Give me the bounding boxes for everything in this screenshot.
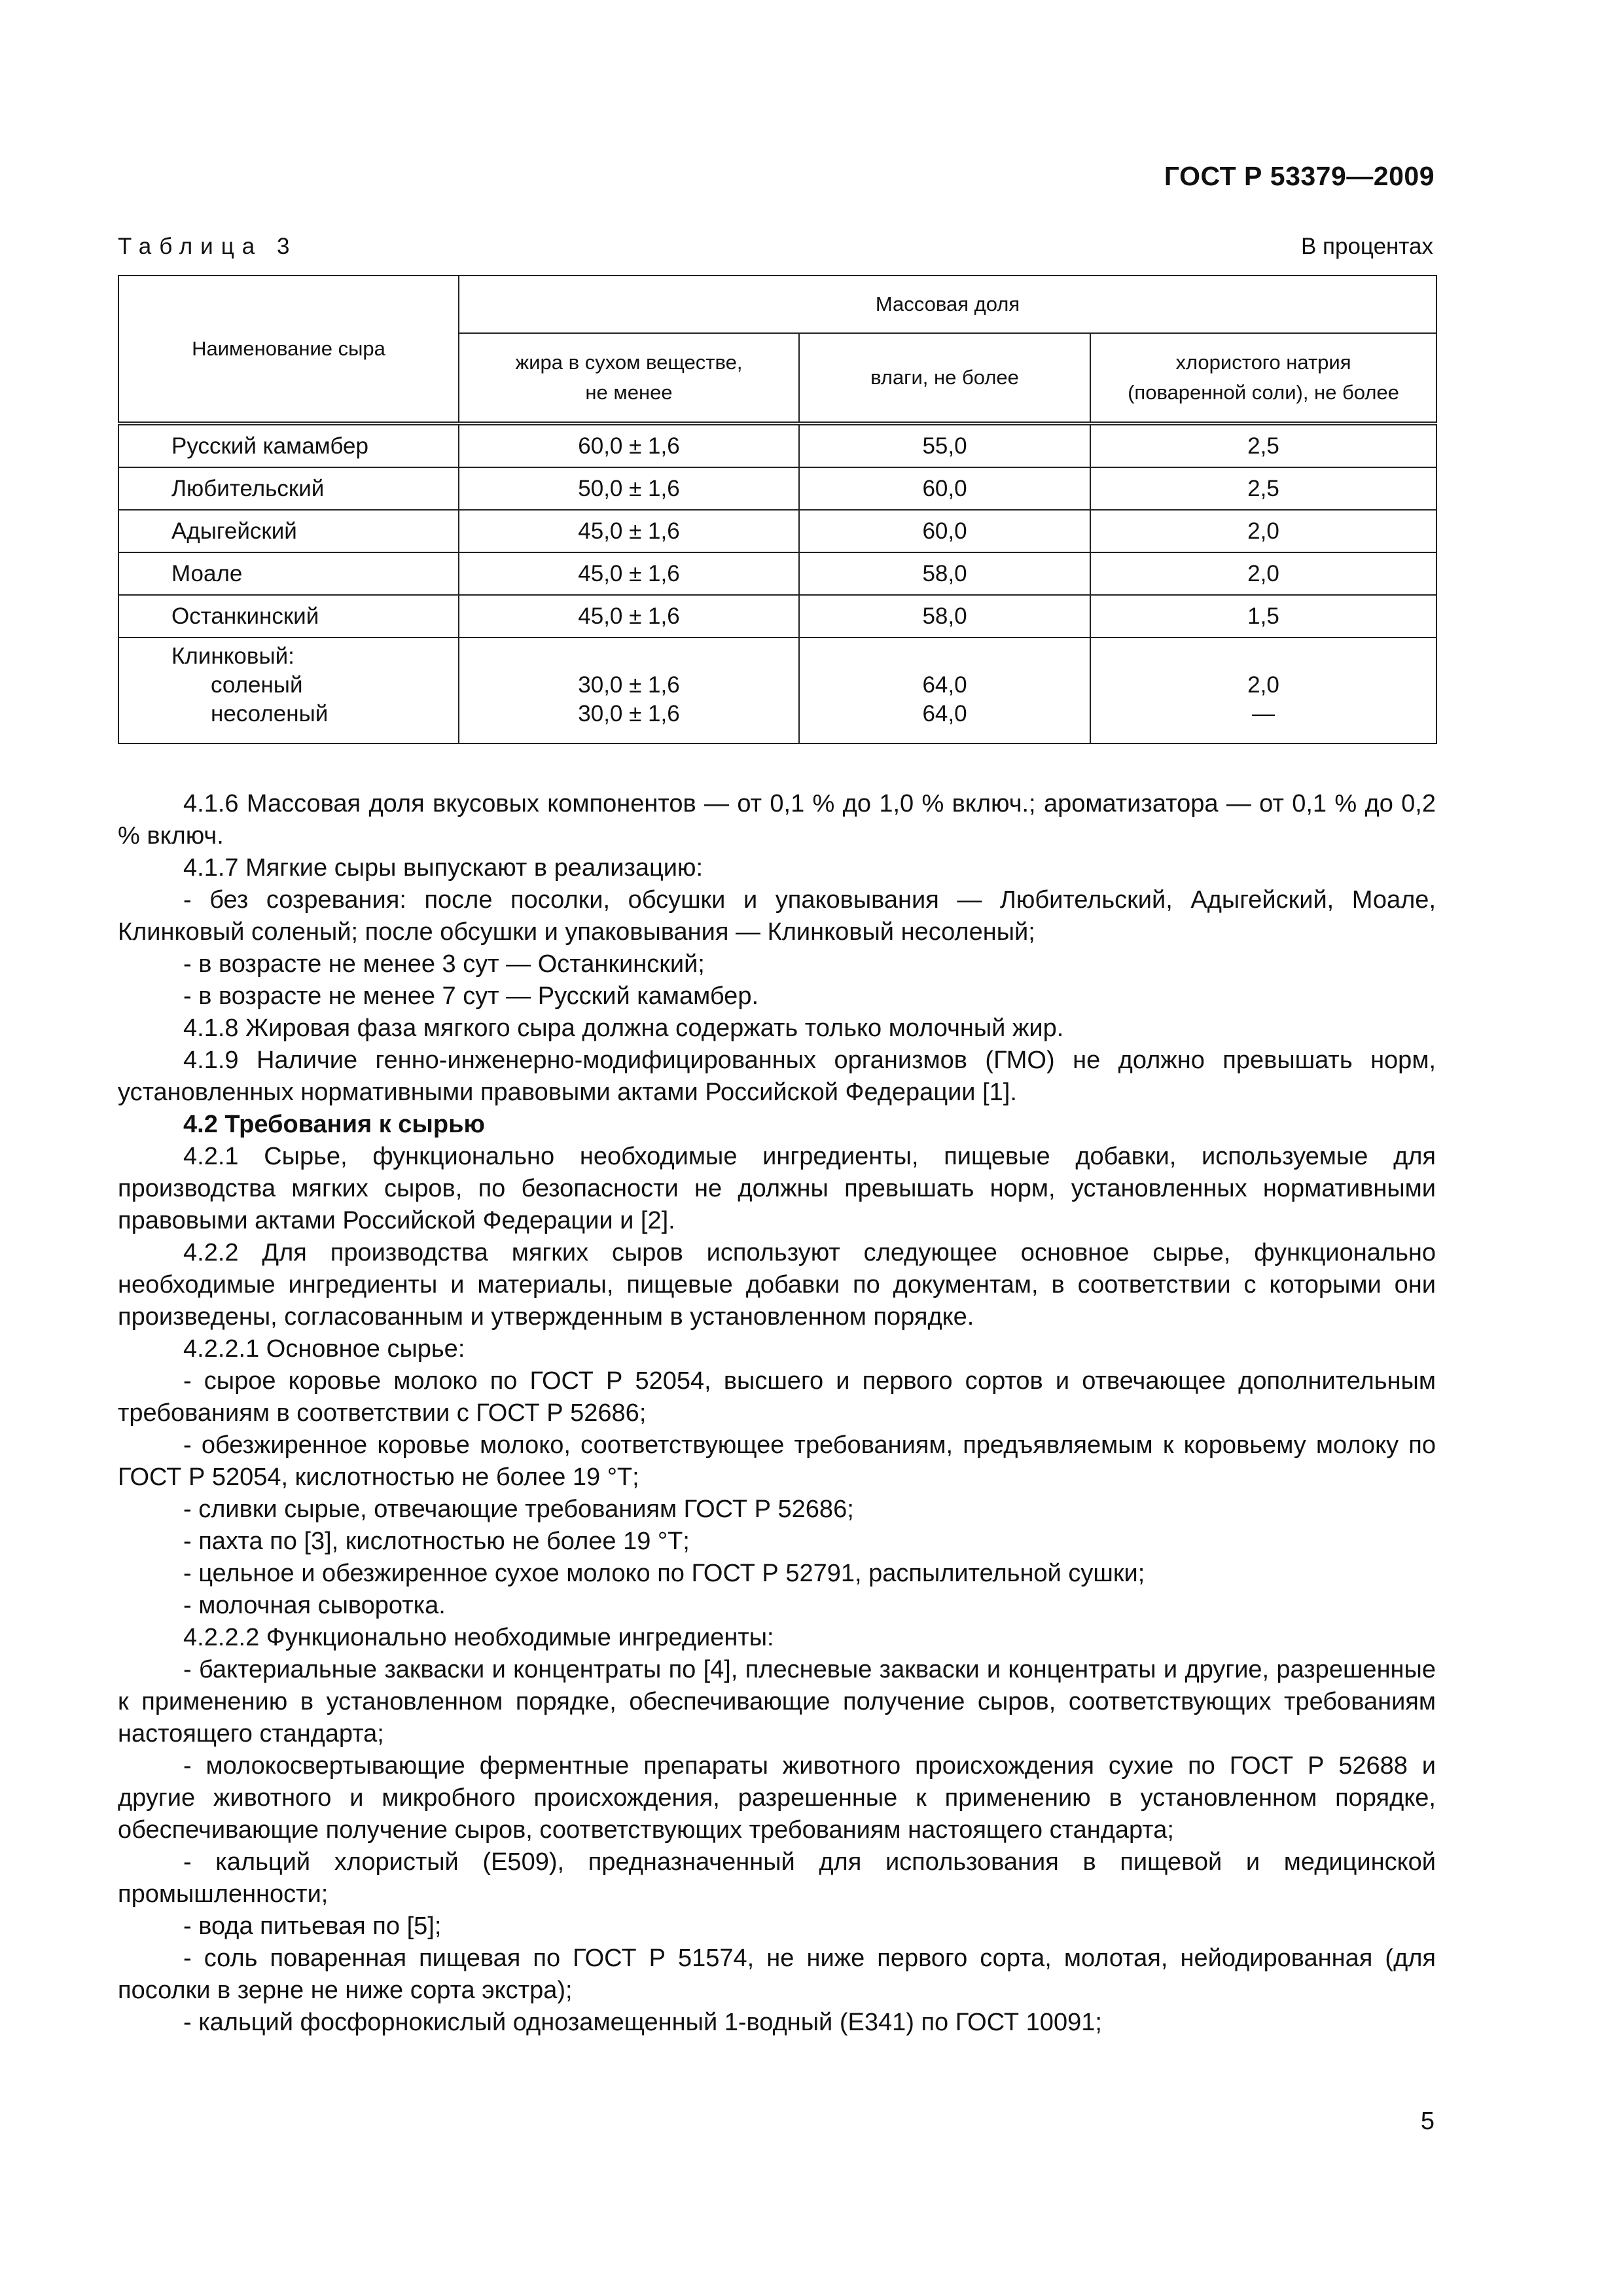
row-salt: 2,0 [1090, 510, 1436, 552]
list-item: - кальций фосфорнокислый однозамещенный 1-водный (Е341) по ГОСТ 10091; [183, 2009, 1102, 2036]
table-row [118, 595, 1436, 637]
klinkovy-unsalted-label: несоленый [211, 701, 329, 726]
table-unit: В процентах [1300, 234, 1433, 259]
klinkovy-salted-label: соленый [211, 672, 303, 698]
klinkovy-unsalted-fat: 30,0 ± 1,6 [578, 701, 680, 726]
row-salt: 2,5 [1090, 467, 1436, 510]
row-salt [1090, 637, 1436, 744]
row-name: Любительский [118, 467, 459, 510]
list-item: - сырое коровье молоко по ГОСТ Р 52054, высшего и первого сортов и отвечающее дополнительным требованиям в соответствии с ГОСТ Р 52686; [118, 1367, 1436, 1427]
paragraph-4-2-2-2: 4.2.2.2 Функционально необходимые ингредиенты: [183, 1624, 774, 1651]
list-item: - бактериальные закваски и концентраты по [4], плесневые закваски и концентраты и другие, разрешенные к применению в установленном порядке, обеспечивающие получение сыров, соответствующих требованиям настоящего стандарта; [118, 1656, 1436, 1748]
row-salt: 1,5 [1090, 595, 1436, 637]
row-fat: 60,0 ± 1,6 [459, 423, 799, 467]
row-fat: 50,0 ± 1,6 [459, 467, 799, 510]
row-salt: 2,5 [1090, 423, 1436, 467]
paragraph-4-1-7: 4.1.7 Мягкие сыры выпускают в реализацию: [183, 854, 704, 882]
row-moisture: 60,0 [799, 467, 1090, 510]
klinkovy-unsalted-salt: — [1252, 701, 1275, 726]
row-name: Русский камамбер [118, 423, 459, 467]
list-item: - в возрасте не менее 3 сут — Останкинский; [183, 950, 705, 978]
table-row [118, 510, 1436, 552]
paragraph-4-2-2: 4.2.2 Для производства мягких сыров используют следующее основное сырье, функционально необходимые ингредиенты и материалы, пищевые добавки по документам, в соответствии с которыми они произведены, согласованным и утвержденным в установленном порядке. [118, 1239, 1436, 1331]
paragraph-4-2-2-1: 4.2.2.1 Основное сырье: [183, 1335, 465, 1363]
row-moisture: 55,0 [799, 423, 1090, 467]
page-number: 5 [1420, 2108, 1435, 2135]
paragraph-4-1-9: 4.1.9 Наличие генно-инженерно-модифицированных организмов (ГМО) не должно превышать норм, установленных нормативными правовыми актами Российской Федерации [1]. [118, 1047, 1436, 1106]
row-fat: 45,0 ± 1,6 [459, 552, 799, 595]
row-moisture: 60,0 [799, 510, 1090, 552]
table-row [118, 423, 1436, 467]
list-item: - молочная сыворотка. [183, 1592, 446, 1619]
list-item: - цельное и обезжиренное сухое молоко по ГОСТ Р 52791, распылительной сушки; [183, 1560, 1145, 1587]
list-item: - сливки сырые, отвечающие требованиям ГОСТ Р 52686; [183, 1496, 854, 1523]
list-item: - кальций хлористый (Е509), предназначенный для использования в пищевой и медицинской промышленности; [118, 1848, 1436, 1908]
row-name: Адыгейский [118, 510, 459, 552]
header-cheese-name: Наименование сыра [118, 276, 459, 423]
row-moisture: 58,0 [799, 552, 1090, 595]
paragraph-4-2-1: 4.2.1 Сырье, функционально необходимые ингредиенты, пищевые добавки, используемые для производства мягких сыров, по безопасности не должны превышать норм, установленных нормативными правовыми актами Российской Федерации и [2]. [118, 1143, 1436, 1234]
header-mass-fraction: Массовая доля [459, 276, 1436, 333]
klinkovy-salted-fat: 30,0 ± 1,6 [578, 672, 680, 698]
row-moisture [799, 637, 1090, 744]
klinkovy-salted-salt: 2,0 [1247, 672, 1279, 698]
paragraph-4-1-6: 4.1.6 Массовая доля вкусовых компонентов — от 0,1 % до 1,0 % включ.; ароматизатора — от 0,1 % до 0,2 % включ. [118, 790, 1436, 850]
row-fat: 45,0 ± 1,6 [459, 595, 799, 637]
document-code: ГОСТ Р 53379—2009 [1164, 161, 1435, 191]
row-salt: 2,0 [1090, 552, 1436, 595]
list-item: - в возрасте не менее 7 сут — Русский камамбер. [183, 982, 759, 1010]
row-name [118, 637, 459, 744]
table-row [118, 552, 1436, 595]
list-item: - обезжиренное коровье молоко, соответствующее требованиям, предъявляемым к коровьему молоку по ГОСТ Р 52054, кислотностью не более 19 °Т; [118, 1431, 1436, 1491]
row-name: Останкинский [118, 595, 459, 637]
list-item: - вода питьевая по [5]; [183, 1912, 442, 1940]
list-item: - пахта по [3], кислотностью не более 19 °Т; [183, 1528, 690, 1555]
klinkovy-salted-moisture: 64,0 [922, 672, 967, 698]
section-heading-4-2: 4.2 Требования к сырью [183, 1111, 485, 1138]
list-item: - соль поваренная пищевая по ГОСТ Р 51574, не ниже первого сорта, молотая, нейодированная (для посолки в зерне не ниже сорта экстра); [118, 1945, 1436, 2004]
klinkovy-label: Клинковый: [171, 643, 294, 669]
row-moisture: 58,0 [799, 595, 1090, 637]
table-caption: Таблица 3 [118, 234, 298, 259]
list-item: - без созревания: после посолки, обсушки и упаковывания — Любительский, Адыгейский, Моале, Клинковый соленый; после обсушки и упаковывания — Клинковый несоленый; [118, 886, 1436, 946]
document-body [118, 788, 1436, 2039]
row-name: Моале [118, 552, 459, 595]
list-item: - молокосвертывающие ферментные препараты животного происхождения сухие по ГОСТ Р 52688 и другие животного и микробного происхождения, разрешенные к применению в установленном порядке, обеспечивающие получение сыров, соответствующих требованиям настоящего стандарта; [118, 1752, 1436, 1844]
row-fat [459, 637, 799, 744]
table-row-klinkovy [118, 637, 1436, 744]
header-moisture: влаги, не более [799, 333, 1090, 423]
table-row [118, 467, 1436, 510]
row-fat: 45,0 ± 1,6 [459, 510, 799, 552]
paragraph-4-1-8: 4.1.8 Жировая фаза мягкого сыра должна содержать только молочный жир. [183, 1014, 1064, 1042]
header-fat: жира в сухом веществе, не менее [459, 333, 799, 423]
klinkovy-unsalted-moisture: 64,0 [922, 701, 967, 726]
header-salt: хлористого натрия (поваренной соли), не более [1090, 333, 1436, 423]
cheese-composition-table [118, 275, 1437, 744]
